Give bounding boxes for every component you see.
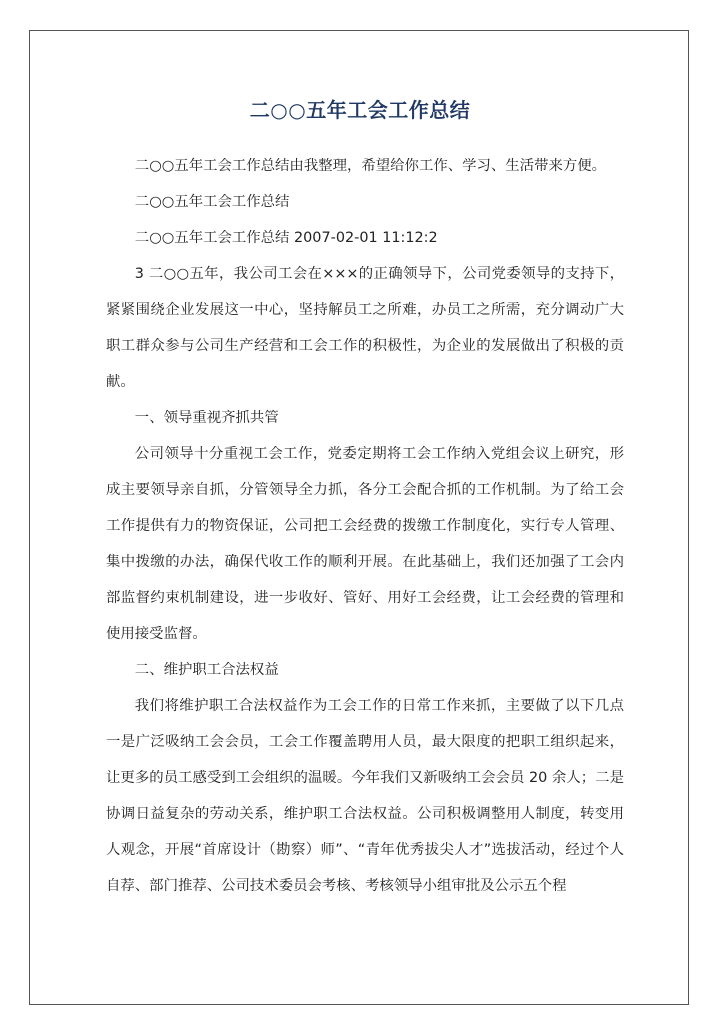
section-heading-2: 二、维护职工合法权益 xyxy=(134,662,279,678)
overview-paragraph: 3 二○○五年，我公司工会在×××的正确领导下，公司党委领导的支持下，紧紧围绕企业发展这一中心，坚持解员工之所难，办员工之所需，充分调动广大职工群众参与公司生产经营和工会工作的积极性，为企业的发展做出了积极的贡献。 xyxy=(106,266,624,390)
intro-paragraph: 二○○五年工会工作总结由我整理，希望给你工作、学习、生活带来方便。 xyxy=(134,158,607,174)
section-2-paragraph: 我们将维护职工合法权益作为工会工作的日常工作来抓，主要做了以下几点一是广泛吸纳工会会员，工会工作覆盖聘用人员，最大限度的把职工组织起来，让更多的员工感受到工会组织的温暖。今年我们又新吸纳工会会员 20 余人；二是协调日益复杂的劳动关系，维护职工合法权益。公司积极调整用人制度，转变用人观念，开展“首席设计（勘察）师”、“青年优秀拔尖人才”选拔活动，经过个人自荐、部门推荐、公司技术委员会考核、考核领导小组审批及公示五个程 xyxy=(106,698,624,894)
section-heading-1: 一、领导重视齐抓共管 xyxy=(134,410,279,426)
document-title: 二○○五年工会工作总结 xyxy=(249,98,471,122)
section-1-paragraph: 公司领导十分重视工会工作，党委定期将工会工作纳入党组会议上研究，形成主要领导亲自抓，分管领导全力抓，各分工会配合抓的工作机制。为了给工会工作提供有力的物资保证，公司把工会经费的拨缴工作制度化，实行专人管理、集中拨缴的办法，确保代收工作的顺利开展。在此基础上，我们还加强了工会内部监督约束机制建设，进一步收好、管好、用好工会经费，让工会经费的管理和使用接受监督。 xyxy=(106,446,624,642)
date-line: 二○○五年工会工作总结 2007-02-01 11:12:2 xyxy=(134,230,438,246)
document-body xyxy=(106,148,624,904)
subtitle-line: 二○○五年工会工作总结 xyxy=(134,194,290,210)
